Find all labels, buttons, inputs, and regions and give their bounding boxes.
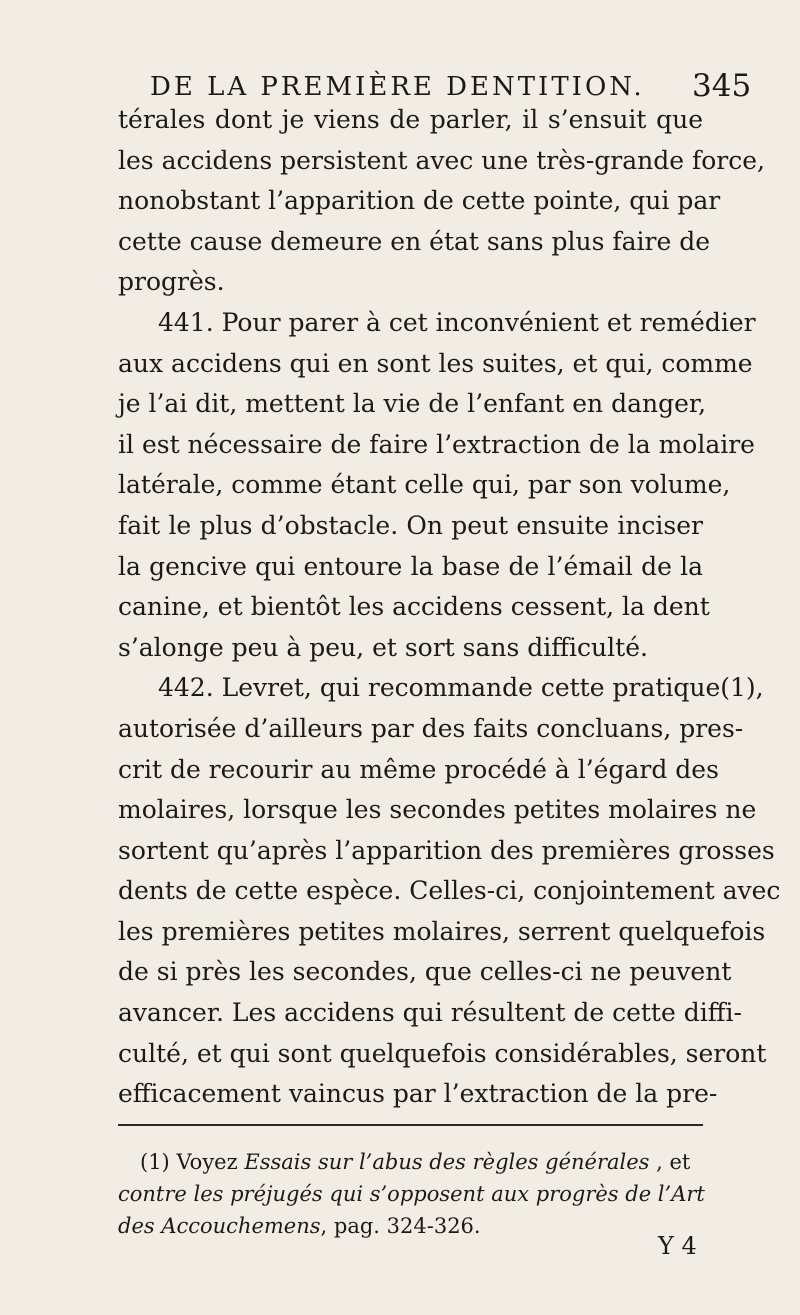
text-line: térales dont je viens de parler, il s’ensuit que bbox=[118, 105, 703, 134]
footnote-sep: , et bbox=[656, 1150, 691, 1174]
body-text bbox=[118, 100, 781, 1115]
text-line: cette cause demeure en état sans plus faire de bbox=[118, 226, 711, 256]
text-line: de si près les secondes, que celles-ci ne peuvent bbox=[118, 957, 732, 987]
text-line: la gencive qui entoure la base de l’émail de la bbox=[118, 551, 703, 581]
paragraph-441-start: 441. Pour parer à cet inconvénient et remédier bbox=[158, 307, 756, 337]
footnote-marker: (1) bbox=[140, 1150, 170, 1174]
text-line: efficacement vaincus par l’extraction de la pre- bbox=[118, 1079, 718, 1109]
footnote-line-2 bbox=[118, 1178, 703, 1210]
footnote-title-2: contre les préjugés qui s’opposent aux progrès de l’Art bbox=[118, 1182, 705, 1206]
text-line: il est nécessaire de faire l’extraction de la molaire bbox=[118, 429, 755, 459]
footnote-line-1 bbox=[118, 1146, 703, 1178]
text-line: fait le plus d’obstacle. On peut ensuite inciser bbox=[118, 510, 703, 540]
paragraph-442-start: 442. Levret, qui recommande cette pratique(1), bbox=[158, 673, 764, 703]
footnote bbox=[118, 1146, 703, 1242]
footnote-pages: , pag. 324-326. bbox=[320, 1214, 481, 1238]
text-line: les accidens persistent avec une très-grande force, bbox=[118, 145, 765, 175]
text-line: je l’ai dit, mettent la vie de l’enfant en danger, bbox=[118, 389, 707, 419]
text-line: culté, et qui sont quelquefois considérables, seront bbox=[118, 1038, 767, 1068]
text-line: progrès. bbox=[118, 267, 225, 297]
text-line: canine, et bientôt les accidens cessent, la dent bbox=[118, 592, 710, 622]
text-line: dents de cette espèce. Celles-ci, conjointement avec bbox=[118, 876, 781, 906]
text-line: avancer. Les accidens qui résultent de cette diffi- bbox=[118, 998, 742, 1028]
text-line: autorisée d’ailleurs par des faits concluans, pres- bbox=[118, 713, 744, 743]
text-line: latérale, comme étant celle qui, par son volume, bbox=[118, 470, 731, 500]
footnote-divider bbox=[118, 1124, 703, 1126]
text-line: aux accidens qui en sont les suites, et qui, comme bbox=[118, 348, 753, 378]
footnote-line-3 bbox=[118, 1210, 703, 1242]
text-line: sortent qu’après l’apparition des premières grosses bbox=[118, 835, 775, 865]
text-line: nonobstant l’apparition de cette pointe, qui par bbox=[118, 186, 721, 216]
footnote-title-3: des Accouchemens bbox=[118, 1214, 321, 1238]
text-line: s’alonge peu à peu, et sort sans difficulté. bbox=[118, 632, 648, 662]
text-line: crit de recourir au même procédé à l’égard des bbox=[118, 754, 719, 784]
footnote-title-1: Essais sur l’abus des règles générales bbox=[244, 1150, 650, 1174]
signature-mark: Y 4 bbox=[658, 1232, 697, 1260]
text-line: molaires, lorsque les secondes petites molaires ne bbox=[118, 795, 757, 825]
text-line: les premières petites molaires, serrent quelquefois bbox=[118, 916, 766, 946]
footnote-lead: Voyez bbox=[176, 1150, 238, 1174]
running-header: DE LA PREMIÈRE DENTITION. bbox=[150, 72, 645, 102]
page-number: 345 bbox=[692, 68, 752, 104]
